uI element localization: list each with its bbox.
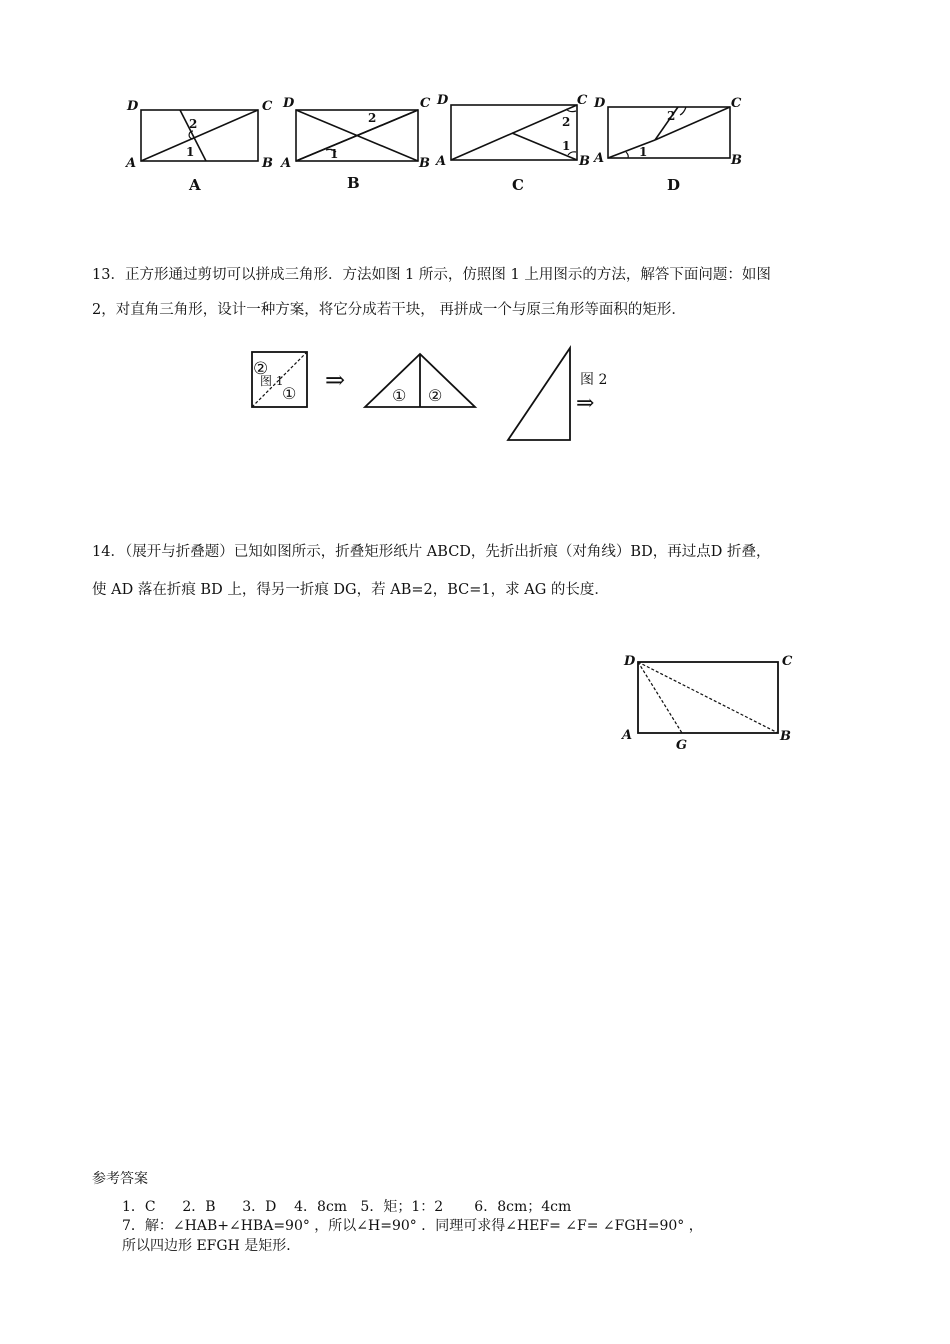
svg-text:B: B	[780, 729, 791, 744]
svg-text:2: 2	[667, 109, 676, 123]
svg-text:②: ②	[253, 359, 269, 379]
figure-a-diagram	[141, 110, 258, 161]
figure-c-caption: C	[512, 176, 524, 194]
svg-text:1: 1	[186, 145, 195, 159]
svg-text:A: A	[281, 156, 292, 171]
svg-text:⇒: ⇒	[325, 366, 346, 394]
svg-text:1: 1	[639, 145, 648, 159]
q13-line-1: 13．正方形通过剪切可以拼成三角形．方法如图 1 所示，仿照图 1 上用图示的方法，解答下面问题：如图	[92, 267, 771, 283]
svg-text:B: B	[579, 154, 590, 169]
svg-text:①: ①	[282, 384, 297, 403]
figure-c-diagram	[451, 105, 577, 160]
svg-text:C: C	[262, 99, 273, 114]
svg-text:B: B	[419, 156, 430, 171]
svg-text:⇒: ⇒	[576, 391, 595, 416]
answers-line-3: 所以四边形 EFGH 是矩形．	[122, 1238, 301, 1254]
svg-text:B: B	[731, 153, 742, 168]
svg-text:C: C	[782, 654, 793, 669]
svg-text:1: 1	[330, 147, 339, 161]
answers-title: 参考答案	[92, 1171, 148, 1187]
svg-text:C: C	[577, 93, 588, 108]
svg-text:D: D	[594, 96, 606, 111]
q14-figure	[610, 645, 810, 755]
q14-line-1: 14．（展开与折叠题）已知如图所示，折叠矩形纸片 ABCD，先折出折痕（对角线）BD，再过点D 折叠，	[92, 544, 771, 560]
figures-top	[0, 0, 950, 210]
answers-line-2: 7．解：∠HAB+∠HBA=90° ，所以∠H=90° ．同理可求得∠HEF= ∠F= ∠FGH=90° ，	[122, 1218, 703, 1234]
svg-text:D: D	[437, 93, 449, 108]
svg-text:2: 2	[368, 111, 377, 125]
svg-text:C: C	[420, 96, 431, 111]
q13-figures	[240, 340, 620, 450]
figure-d-caption: D	[667, 176, 681, 194]
svg-text:2: 2	[189, 117, 198, 131]
svg-text:D: D	[283, 96, 295, 111]
svg-text:①: ①	[392, 386, 407, 405]
figure-b-diagram	[296, 110, 418, 161]
svg-text:1: 1	[562, 139, 571, 153]
svg-text:A: A	[622, 728, 633, 743]
svg-text:2: 2	[562, 115, 571, 129]
svg-text:②: ②	[428, 386, 443, 405]
svg-text:A: A	[594, 151, 605, 166]
svg-text:图 2: 图 2	[580, 372, 608, 388]
svg-text:B: B	[262, 156, 273, 171]
svg-text:C: C	[731, 96, 742, 111]
figure-b-caption: B	[347, 174, 360, 192]
answers-line-1: 1．C 2．B 3．D 4．8cm 5．矩；1：2 6．8cm；4cm	[122, 1199, 572, 1215]
svg-text:A: A	[126, 156, 137, 171]
svg-text:D: D	[127, 99, 139, 114]
svg-text:G: G	[676, 738, 688, 753]
q14-line-2: 使 AD 落在折痕 BD 上，得另一折痕 DG，若 AB=2，BC=1，求 AG 的长度．	[92, 582, 609, 598]
svg-text:图 1: 图 1	[260, 374, 284, 388]
figure-a-caption: A	[189, 176, 201, 194]
q13-line-2: 2，对直角三角形，设计一种方案，将它分成若干块， 再拼成一个与原三角形等面积的矩形．	[92, 302, 686, 318]
svg-text:A: A	[436, 154, 447, 169]
svg-text:D: D	[624, 654, 636, 669]
